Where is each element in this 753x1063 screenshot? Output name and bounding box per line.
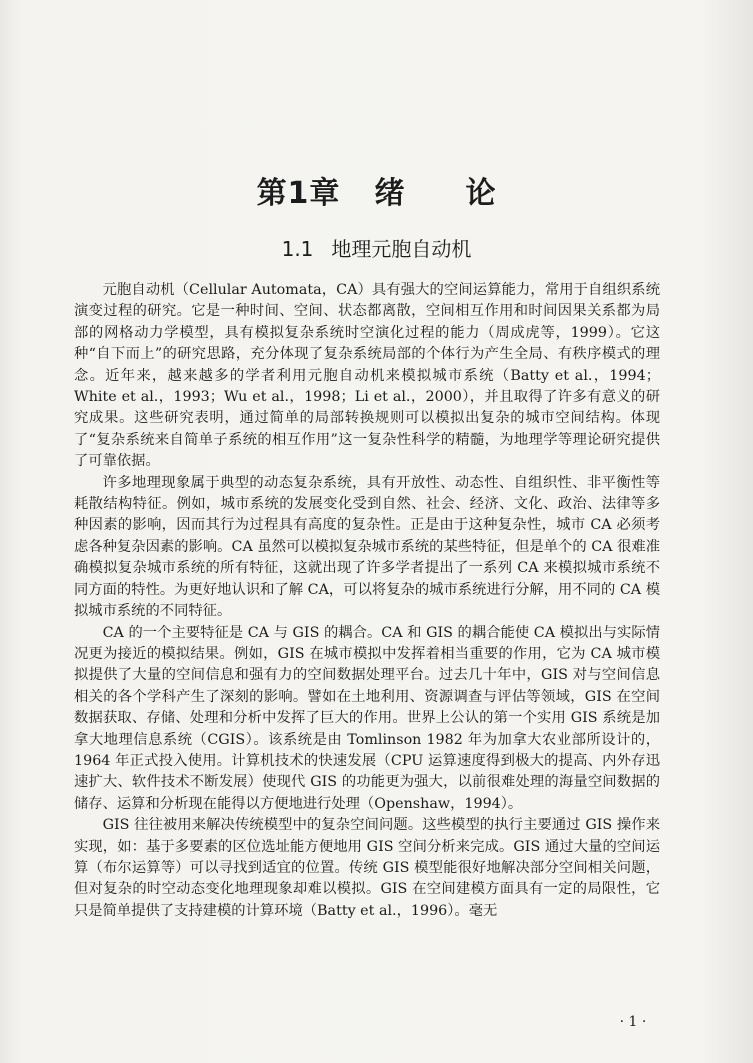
paragraph-3: CA 的一个主要特征是 CA 与 GIS 的耦合。CA 和 GIS 的耦合能使 CA 模拟出与实际情况更为接近的模拟结果。例如，GIS 在城市模拟中发挥着相当重要的作用，它为 CA 城市模拟提供了大量的空间信息和强有力的空间数据处理平台。过去几十年中，GIS 对与空间信息相关的各个学科产生了深刻的影响。譬如在土地利用、资源调查与评估等领域，GIS 在空间数据获取、存储、处理和分析中发挥了巨大的作用。世界上公认的第一个实用 GIS 系统是加拿大地理信息系统（CGIS）。该系统是由 Tomlinson 1982 年为加拿大农业部所设计的，1964 年正式投入使用。计算机技术的快速发展（CPU 运算速度得到极大的提高、内外存迅速扩大、软件技术不断发展）使现代 GIS 的功能更为强大，以前很难处理的海量空间数据的储存、运算和分析现在能得以方便地进行处理（Openshaw，1994）。 (74, 624, 660, 812)
paragraph-2: 许多地理现象属于典型的动态复杂系统，具有开放性、动态性、自组织性、非平衡性等耗散结构特征。例如，城市系统的发展变化受到自然、社会、经济、文化、政治、法律等多种因素的影响，因而其行为过程具有高度的复杂性。正是由于这种复杂性，城市 CA 必须考虑各种复杂因素的影响。CA 虽然可以模拟复杂城市系统的某些特征，但是单个的 CA 很难准确模拟复杂城市系统的所有特征，这就出现了许多学者提出了一系列 CA 来模拟城市系统不同方面的特性。为更好地认识和了解 CA，可以将复杂的城市系统进行分解，用不同的 CA 模拟城市系统的不同特征。 (74, 474, 660, 620)
section-number: 1.1 (281, 237, 314, 261)
paragraph-1: 元胞自动机（Cellular Automata，CA）具有强大的空间运算能力，常用于自组织系统演变过程的研究。它是一种时间、空间、状态都离散，空间相互作用和时间因果关系都为局部的网格动力学模型，具有模拟复杂系统时空演化过程的能力（周成虎等，1999）。它这种“自下而上”的研究思路，充分体现了复杂系统局部的个体行为产生全局、有秩序模式的理念。近年来，越来越多的学者利用元胞自动机来模拟城市系统（Batty et al.，1994；White et al.，1993；Wu et al.，1998；Li et al.，2000），并且取得了许多有意义的研究成果。这些研究表明，通过简单的局部转换规则可以模拟出复杂的城市空间结构。体现了“复杂系统来自简单子系统的相互作用”这一复杂性科学的精髓，为地理学等理论研究提供了可靠依据。 (74, 282, 660, 470)
chapter-title-char-1: 绪 (374, 176, 406, 211)
chapter-number: 第1章 (256, 176, 341, 211)
section-heading (0, 233, 753, 262)
body-text (74, 280, 660, 922)
page-number: · 1 · (619, 1014, 647, 1030)
chapter-title (0, 168, 753, 212)
section-title: 地理元胞自动机 (331, 237, 472, 261)
paragraph-4: GIS 往往被用来解决传统模型中的复杂空间问题。这些模型的执行主要通过 GIS 操作来实现，如：基于多要素的区位选址能方便地用 GIS 空间分析来完成。GIS 通过大量的空间运算（布尔运算等）可以寻找到适宜的位置。传统 GIS 模型能很好地解决部分空间相关问题，但对复杂的时空动态变化地理现象却难以模拟。GIS 在空间建模方面具有一定的局限性，它只是简单提供了支持建模的计算环境（Batty et al.，1996）。毫无 (74, 817, 660, 919)
chapter-title-char-2: 论 (465, 176, 497, 211)
